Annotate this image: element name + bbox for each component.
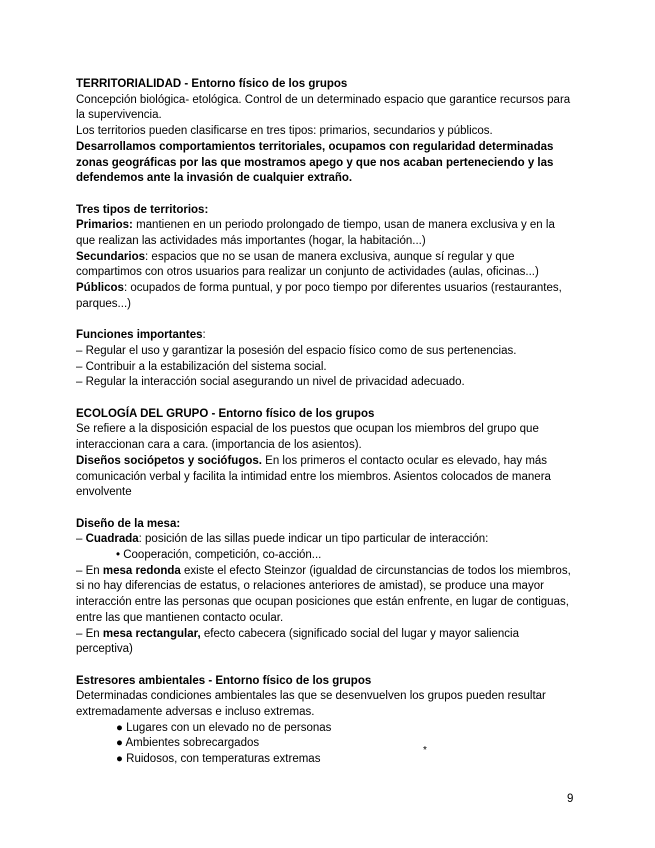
section-heading-territorialidad: TERRITORIALIDAD - Entorno físico de los grupos: [76, 78, 348, 90]
paragraph-bold: Desarrollamos comportamientos territoriales, ocupamos con regularidad determinadas zonas geográficas por las que mostramos apego y que nos acaban perteneciendo y las defendemos ante la invasión de cualquier extraño.: [76, 140, 554, 185]
section-heading-estresores: Estresores ambientales - Entorno físico de los grupos: [76, 674, 372, 687]
term-disenos: Diseños sociópetos y sociófugos.: [76, 454, 262, 467]
list-item-rectangular: [76, 627, 576, 658]
term-publicos: Públicos: [76, 282, 124, 295]
paragraph-publicos: [76, 281, 576, 312]
definition-publicos: : ocupados de forma puntual, y por poco tiempo por diferentes usuarios (restaurantes, parques...): [76, 282, 562, 310]
definition-rectangular: efecto cabecera (significado social del lugar y mayor saliencia perceptiva): [76, 627, 519, 656]
definition-cuadrada: : posición de las sillas puede indicar un tipo particular de interacción:: [138, 533, 489, 546]
subheading-funciones-colon: :: [202, 329, 206, 342]
term-primarios: Primarios:: [76, 219, 133, 232]
term-rectangular: mesa rectangular,: [102, 627, 201, 640]
definition-disenos: En los primeros el contacto ocular es elevado, hay más comunicación verbal y facilita la intimidad entre los miembros. Asientos colocados de manera envolvente: [76, 454, 551, 499]
spacer: [76, 658, 576, 674]
asterisk-mark: *: [423, 745, 427, 756]
definition-redonda: existe el efecto Steinzor (igualdad de circunstancias de todos los miembros, si no hay diferencias de estatus, o relaciones anteriores de amistad), se produce una mayor interacción entre las personas que ocupan posiciones que están enfrente, en lugar de contiguas, entre las que mantienen contacto ocular.: [76, 564, 571, 624]
paragraph-primarios: [76, 218, 576, 249]
paragraph: Determinadas condiciones ambientales las que se desenvuelven los grupos pueden resultar extremadamente adversas e incluso extremas.: [76, 690, 546, 719]
document-page: [76, 77, 576, 768]
dash-en: – En: [76, 627, 103, 640]
list-item-cuadrada: [76, 532, 576, 548]
subheading-funciones-text: Funciones importantes: [76, 329, 203, 342]
subheading-funciones: [76, 328, 576, 344]
paragraph-secundarios: [76, 250, 576, 281]
spacer: [76, 313, 576, 329]
bullet-item: ● Lugares con un elevado no de personas: [116, 721, 332, 734]
term-cuadrada: Cuadrada: [85, 533, 139, 546]
definition-primarios: mantienen en un periodo prolongado de tiempo, usan de manera exclusiva y en la que realizan las actividades más importantes (hogar, la habitación...): [76, 219, 555, 248]
subheading-mesa: Diseño de la mesa:: [76, 517, 181, 530]
dash-en: – En: [76, 564, 103, 577]
section-heading-ecologia: ECOLOGÍA DEL GRUPO - Entorno físico de los grupos: [76, 407, 375, 420]
spacer: [76, 187, 576, 203]
sub-bullet: • Cooperación, competición, co-acción...: [116, 549, 322, 562]
list-item-redonda: [76, 564, 576, 627]
list-item: – Contribuir a la estabilización del sistema social.: [76, 360, 327, 373]
paragraph: Los territorios pueden clasificarse en tres tipos: primarios, secundarios y públicos.: [76, 125, 493, 138]
page-number: 9: [567, 793, 574, 805]
bullet-item: ● Ambientes sobrecargados: [116, 737, 260, 750]
list-item: – Regular la interacción social asegurando un nivel de privacidad adecuado.: [76, 376, 465, 389]
list-item: – Regular el uso y garantizar la posesión del espacio físico como de sus pertenencias.: [76, 344, 517, 357]
dash: –: [76, 533, 86, 546]
term-secundarios: Secundarios: [76, 250, 146, 263]
definition-secundarios: : espacios que no se usan de manera exclusiva, aunque sí regular y que compartimos con otros usuarios para realizar un conjunto de actividades (aulas, oficinas...): [76, 250, 539, 279]
paragraph-disenos: [76, 454, 576, 501]
spacer: [76, 501, 576, 517]
spacer: [76, 391, 576, 407]
paragraph: Se refiere a la disposición espacial de los puestos que ocupan los miembros del grupo que interaccionan cara a cara. (importancia de los asientos).: [76, 423, 539, 452]
paragraph: Concepción biológica- etológica. Control de un determinado espacio que garantice recursos para la supervivencia.: [76, 93, 571, 122]
subheading-tipos: Tres tipos de territorios:: [76, 203, 209, 216]
bullet-item: ● Ruidosos, con temperaturas extremas: [116, 753, 321, 766]
term-redonda: mesa redonda: [102, 564, 181, 577]
